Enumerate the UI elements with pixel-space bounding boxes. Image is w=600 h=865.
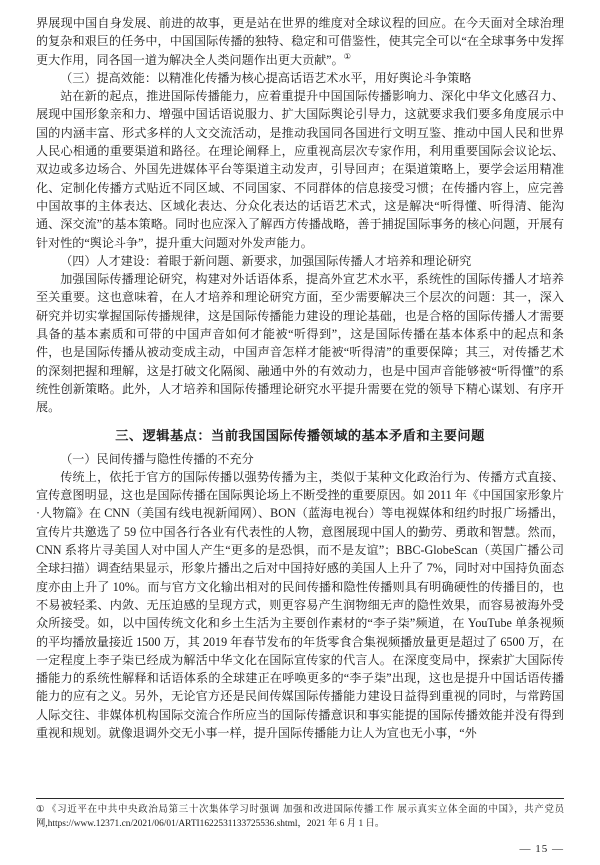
paragraph-continuation — [36, 14, 564, 69]
paragraph-text: 界展现中国自身发展、前进的故事，更是站在世界的维度对全球议程的回应。在今天面对全球治理的复杂和艰巨的任务中，中国国际传播的独特、稳定和可借鉴性，使其完全可以“在全球事务中发挥更大作用，同各国一道为解决全人类问题作出更大贡献”。 — [36, 16, 564, 67]
footnote-marker: ① — [36, 804, 45, 815]
footnote-reference: ① — [343, 51, 351, 61]
page-number: — 15 — — [519, 843, 564, 855]
footnote-area — [36, 798, 564, 831]
paragraph-talent: 加强国际传播理论研究，构建对外话语体系，提高外宣艺术水平，系统性的国际传播人才培养至关重要。这也意味着，在人才培养和理论研究方面，至少需要解决三个层次的问题：其一，深入研究并切实掌握国际传播规律，这是国际传播能力建设的理论基础，也是合格的国际传播人才需要具备的基本素质和可带的中国声音如何才能被“听得到”，这是国际传播在基本体系中的起点和条件，也是国际传播从被动变成主动，中国声音怎样才能被“听得清”的重要保障；其三，对传播艺术的深刻把握和理解，这是打破文化隔阂、融通中外的有效动力，也是中国声音能够被“听得懂”的系统性创新策略。此外，人才培养和国际传播理论研究水平提升需要在党的领导下精心谋划、有序开展。 — [36, 272, 564, 415]
document-body — [36, 14, 564, 742]
paragraph-civil-communication: 传统上，依托于官方的国际传播以强势传播为主，类似于某种文化政治行为、传播方式直接、宣传意图明显，这也是国际传播在国际舆论场上不断受挫的重要原因。如 2011 年《中国国家形象片·人物篇》在 CNN（美国有线电视新闻网）、BON（蓝海电视台）等电视媒体和纽约时报广场播出，宣传片共邀选了 59 位中国各行各业有代表性的人物，意图展现中国人的勤劳、勇敢和智慧。然而，CNN 系将片寻美国人对中国人产生“更多的是恐惧，而不是友谊”；BBC-GlobeScan（英国广播公司全球扫描）调查结果显示，形象片播出之后对中国持好感的美国人上升了 7%，同时对中国持负面态度亦由上升了 10%。而与官方文化输出相对的民间传播和隐性传播则具有明确硬性的传播目的，也不易被轻柔、内敛、无压迫感的呈现方式，则更容易产生润物细无声的隐性效果，而容易被海外受众所接受。如，以中国传统文化和乡土生活为主要创作素材的“李子柒”频道，在 YouTube 单条视频的平均播放量接近 1500 万，其 2019 年春节发布的年货零食合集视频播放量更是超过了 6500 万，在一定程度上李子柒已经成为解活中华文化在国际宣传家的代言人。在深度变局中，探索扩大国际传播能力的系统性解释和话语体系的全球建正在呼唤更多的“李子柒”出现，这也是提升中国话语传播能力的应有之义。另外，无论官方还是民间传媒国际传播能力建设日益得到重视的同时，与常跨国人际交往、非媒体机构国际交流合作所应当的国际传播意识和事实能提的国际传播效能并没有得到重视和规划。就像退调外交无小事一样，提升国际传播能力让人为宣也无小事，“外 — [36, 469, 564, 740]
paragraph-efficiency: 站在新的起点，推进国际传播能力，应着重提升中国国际传播影响力、深化中华文化感召力、展现中国形象亲和力、增强中国话语说服力、扩大国际舆论引导力，这就要求我们要多角度展示中国的内涵丰富、形式多样的人文交流活动，是推动我国同各国进行文明互鉴、推动中国人民和世界人民心相通的重要渠道和路径。在理论阐释上，应重视高层次专家作用，利用重要国际会议论坛、双边或多边场合、外国先进媒体平台等渠道主动发声，引导回声；在渠道策略上，要学会运用精准化、定制化传播方式贴近不同区域、不同国家、不同群体的信息接受习惯；在传播内容上，应完善中国故事的主体表达、区域化表达、分众化表达的话语艺术式，这是解决“听得懂、听得清、能沟通、深交流”的基本策略。同时也应深入了解西方传播战略，善于捕捉国际事务的核心问题，开展有针对性的“舆论斗争”，提升重大问题对外发声能力。 — [36, 89, 564, 250]
subheading-civil-communication: （一）民间传播与隐性传播的不充分 — [60, 451, 254, 466]
section-heading-three: 三、逻辑基点：当前我国国际传播领域的基本矛盾和主要问题 — [115, 427, 485, 443]
footnote-text: 《习近平在中共中央政治局第三十次集体学习时强调 加强和改进国际传播工作 展示真实立体全面的中国》，共产党员网,https://www.12371.cn/2021/06/01/ARTI1622531133725536.shtml，2021 年 6 月 1 日。 — [36, 804, 564, 829]
subheading-efficiency: （三）提高效能：以精准化传播为核心提高话语艺术水平，用好舆论斗争策略 — [60, 70, 472, 85]
subheading-talent: （四）人才建设：着眼于新问题、新要求，加强国际传播人才培养和理论研究 — [60, 253, 472, 268]
footnote-item — [36, 803, 564, 831]
